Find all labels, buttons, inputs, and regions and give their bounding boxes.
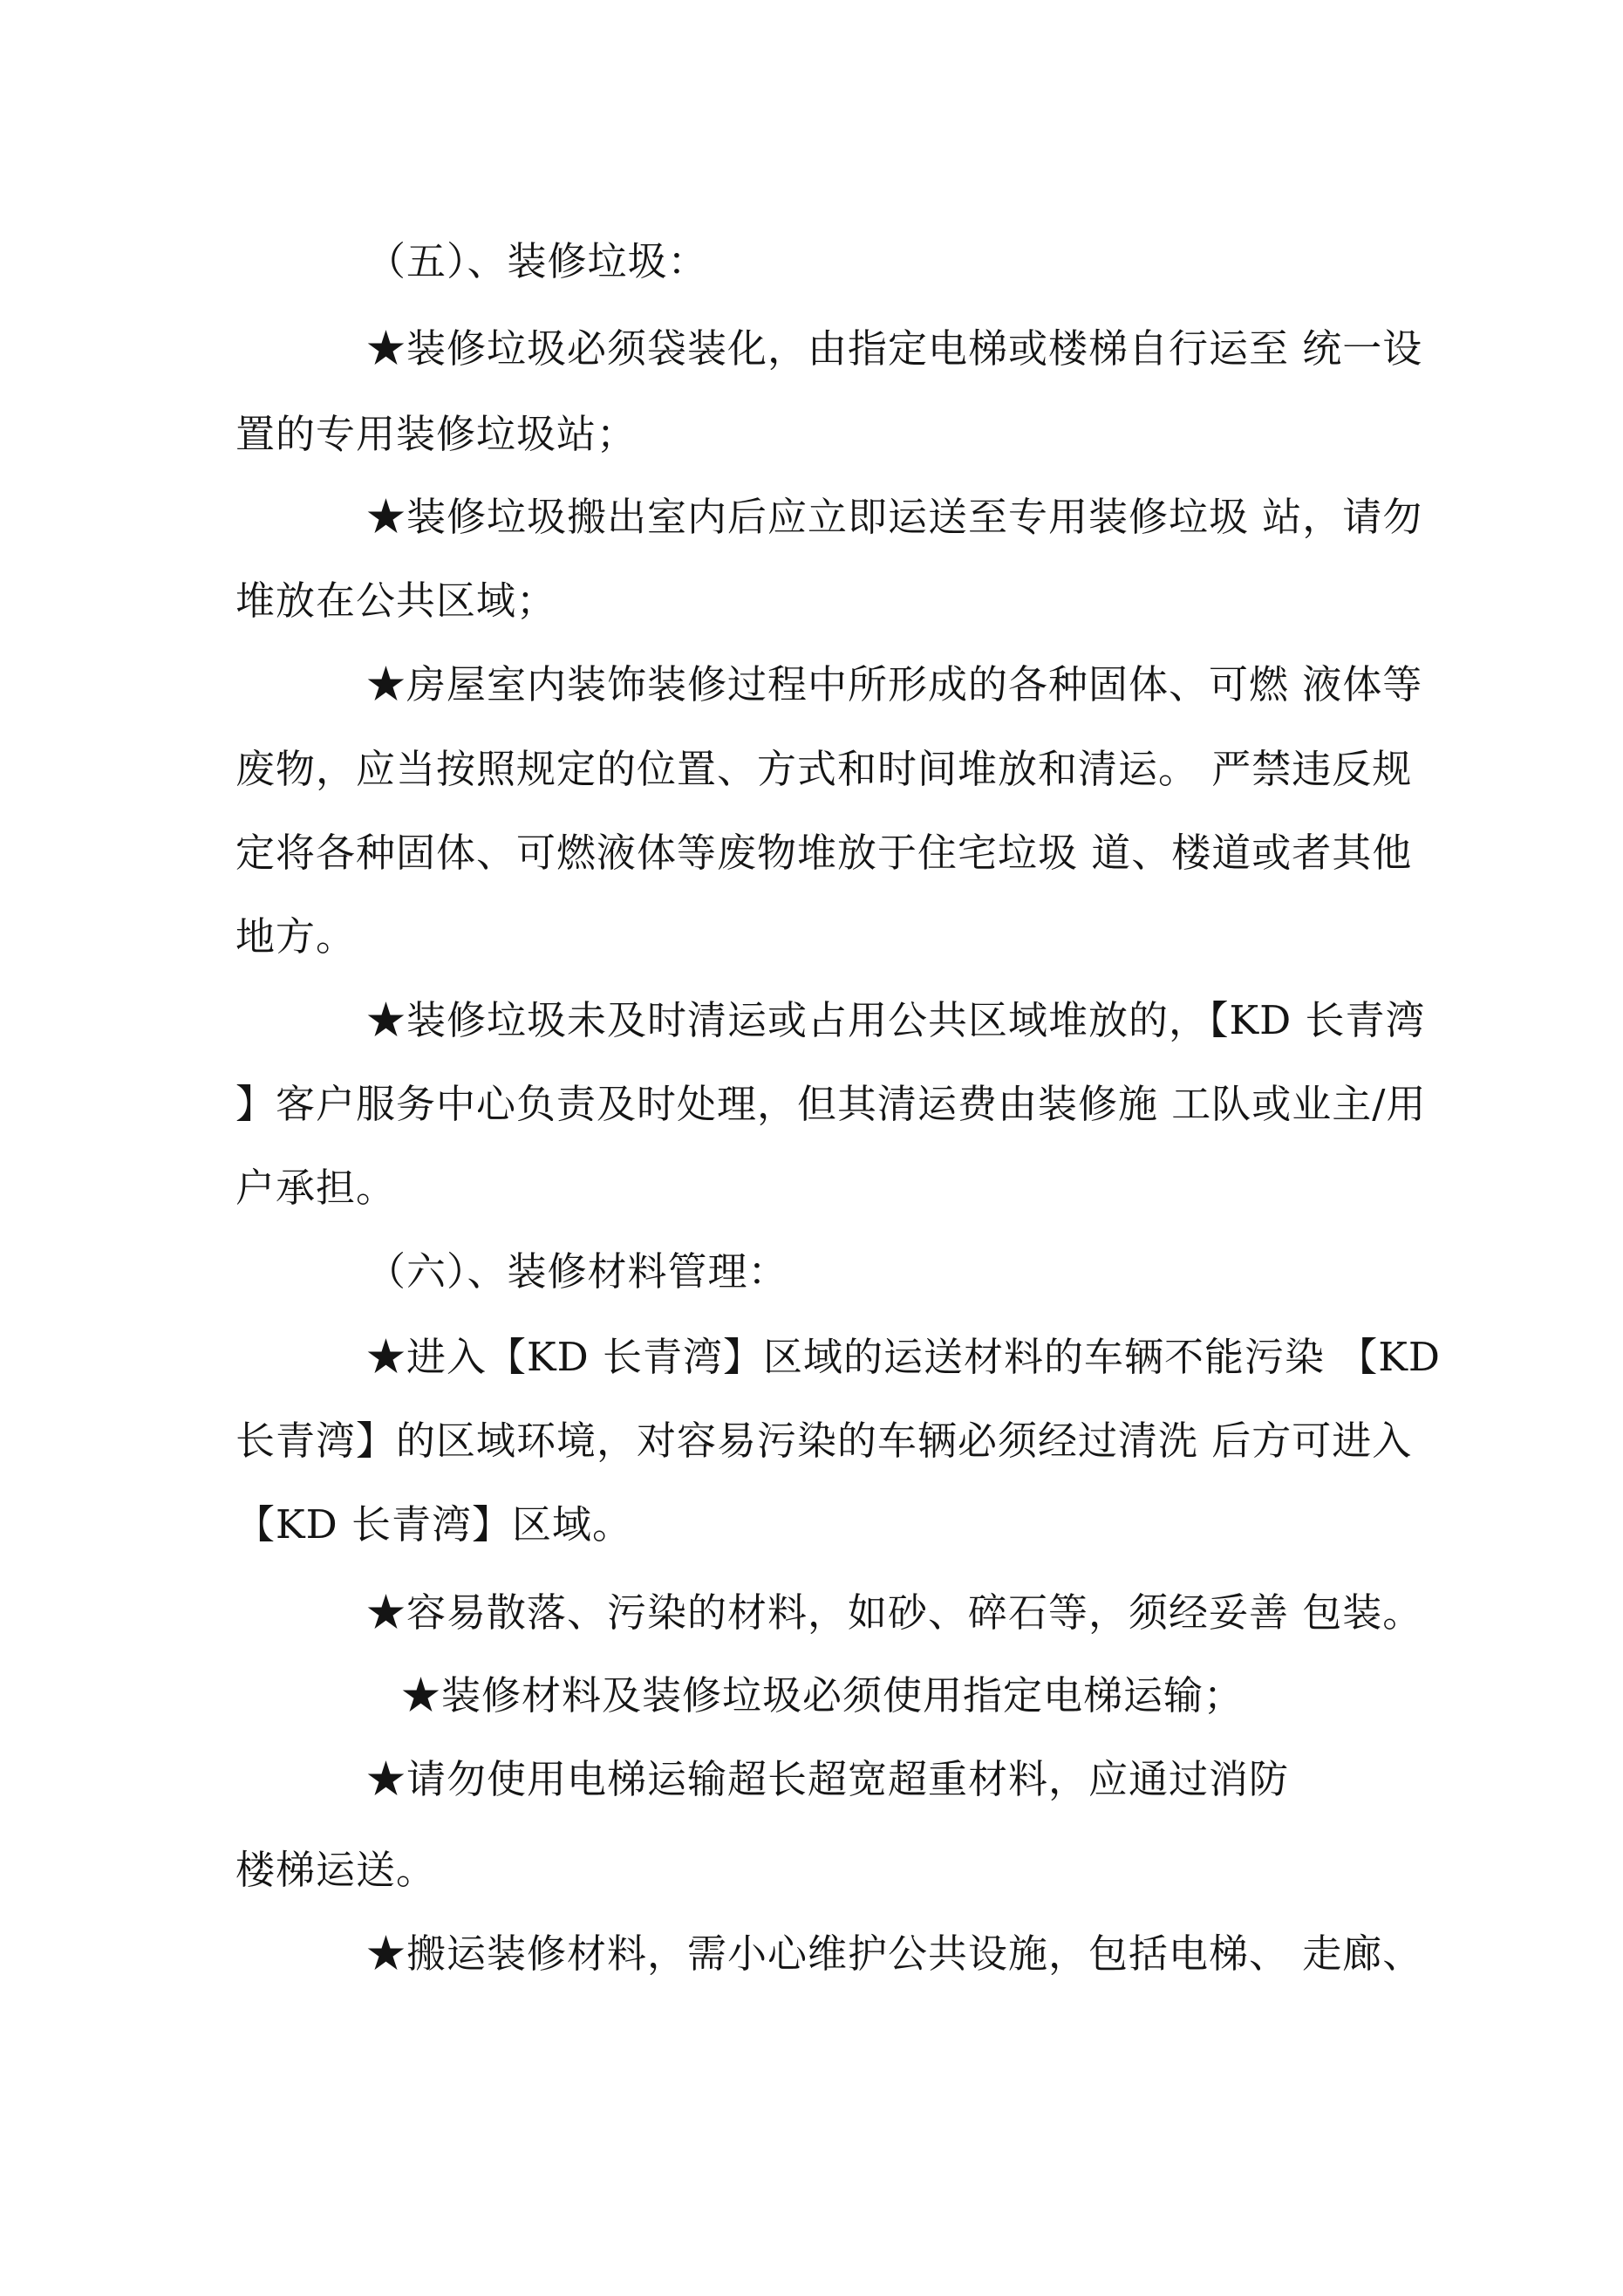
paragraph-line: ★房屋室内装饰装修过程中所形成的各种固体、可燃 液体等 (366, 661, 1423, 707)
section-heading-5: （五）、装修垃圾： (366, 238, 708, 284)
paragraph-line: 户承担。 (235, 1165, 397, 1211)
paragraph-line: 【KD 长青湾】区域。 (235, 1501, 633, 1548)
paragraph-line: ★进入【KD 长青湾】区域的运送材料的车辆不能污染 【KD (366, 1334, 1442, 1380)
paragraph-line: 置的专用装修垃圾站； (235, 411, 638, 457)
section-heading-6: （六）、装修材料管理： (366, 1248, 788, 1295)
paragraph-line: 定将各种固体、可燃液体等废物堆放于住宅垃圾 道、楼道或者其他 (235, 830, 1413, 876)
paragraph-line: 堆放在公共区域； (235, 577, 557, 624)
paragraph-line: ★装修材料及装修垃圾必须使用指定电梯运输； (401, 1672, 1245, 1719)
paragraph-line: 地方。 (235, 913, 357, 960)
paragraph-line: ★装修垃圾搬出室内后应立即运送至专用装修垃圾 站，请勿 (366, 494, 1423, 540)
paragraph-line: ★搬运装修材料，需小心维护公共设施，包括电梯、 走廊、 (366, 1930, 1423, 1977)
paragraph-line: ★容易散落、污染的材料，如砂、碎石等，须经妥善 包装。 (366, 1589, 1423, 1636)
paragraph-line: 废物，应当按照规定的位置、方式和时间堆放和清运。 严禁违反规 (235, 746, 1413, 792)
paragraph-line: ★装修垃圾未及时清运或占用公共区域堆放的，【KD 长青湾 (366, 997, 1426, 1043)
paragraph-line: 】客户服务中心负责及时处理，但其清运费由装修施 工队或业主/用 (235, 1081, 1427, 1127)
paragraph-line: ★请勿使用电梯运输超长超宽超重材料，应通过消防 (366, 1756, 1290, 1802)
paragraph-line: ★装修垃圾必须袋装化，由指定电梯或楼梯自行运至 统一设 (366, 325, 1423, 372)
paragraph-line: 楼梯运送。 (235, 1847, 437, 1893)
paragraph-line: 长青湾】的区域环境，对容易污染的车辆必须经过清洗 后方可进入 (235, 1418, 1413, 1464)
